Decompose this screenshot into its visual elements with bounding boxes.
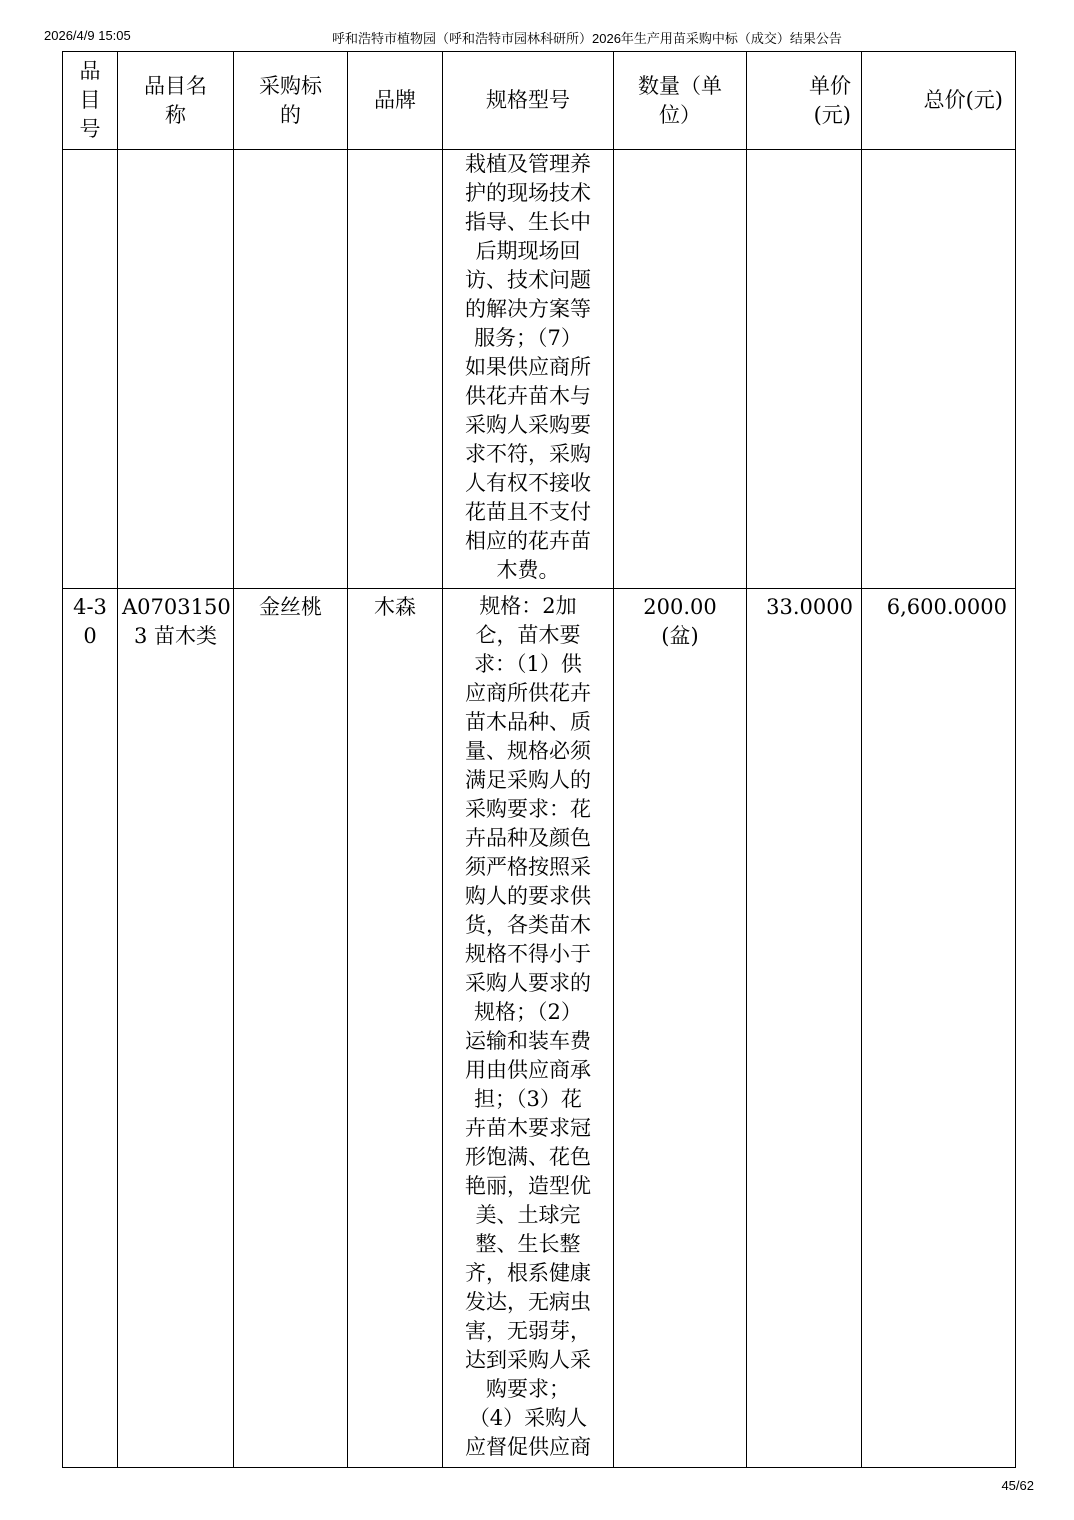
cell-spec-continued: 栽植及管理养 护的现场技术 指导、生长中 后期现场回 访、技术问题 的解决方案等 服务；（7） 如果供应商所 供花卉苗木与 采购人采购要 求不符，采购 人有权不接收 花苗且不支付 相应的花卉苗 木费。 bbox=[443, 150, 614, 589]
cell-item-no: 4-3 0 bbox=[63, 589, 118, 1468]
header-item-name: 品目名 称 bbox=[118, 52, 234, 150]
page-number: 45/62 bbox=[1001, 1478, 1034, 1493]
cell-spec: 规格：2加 仑，苗木要 求：（1）供 应商所供花卉 苗木品种、质 量、规格必须 满足采购人的 采购要求：花 卉品种及颜色 须严格按照采 购人的要求供 货，各类苗木 规格不得小于 采购人要求的 规格；（2） 运输和装车费 用由供应商承 担；（3）花 卉苗木要求冠 形饱满、花色 艳丽，造型优 美、土球完 整、生长整 齐，根系健康 发达，无病虫 害，无弱芽， 达到采购人采 购要求； （4）采购人 应督促供应商 bbox=[443, 589, 614, 1468]
cell-unit-price: 33.0000 bbox=[747, 589, 862, 1468]
cell-total: 6,600.0000 bbox=[862, 589, 1016, 1468]
header-item-no: 品 目 号 bbox=[63, 52, 118, 150]
table-header-row bbox=[63, 52, 1016, 150]
cell-item-name: A0703150 3 苗木类 bbox=[118, 589, 234, 1468]
cell-qty bbox=[614, 150, 747, 589]
header-brand: 品牌 bbox=[348, 52, 443, 150]
cell-target bbox=[234, 150, 348, 589]
cell-brand: 木森 bbox=[348, 589, 443, 1468]
header-qty: 数量（单 位） bbox=[614, 52, 747, 150]
cell-item-name bbox=[118, 150, 234, 589]
procurement-table bbox=[62, 51, 1016, 1468]
header-target: 采购标 的 bbox=[234, 52, 348, 150]
table-row bbox=[63, 150, 1016, 589]
cell-target: 金丝桃 bbox=[234, 589, 348, 1468]
header-total: 总价(元) bbox=[862, 52, 1016, 150]
cell-item-no bbox=[63, 150, 118, 589]
header-unit-price: 单价 (元) bbox=[747, 52, 862, 150]
header-spec: 规格型号 bbox=[443, 52, 614, 150]
table-row bbox=[63, 589, 1016, 1468]
document-title: 呼和浩特市植物园（呼和浩特市园林科研所）2026年生产用苗采购中标（成交）结果公告 bbox=[332, 31, 842, 46]
cell-qty: 200.00 (盆) bbox=[614, 589, 747, 1468]
print-datetime: 2026/4/9 15:05 bbox=[44, 28, 131, 43]
cell-brand bbox=[348, 150, 443, 589]
cell-total bbox=[862, 150, 1016, 589]
cell-unit-price bbox=[747, 150, 862, 589]
